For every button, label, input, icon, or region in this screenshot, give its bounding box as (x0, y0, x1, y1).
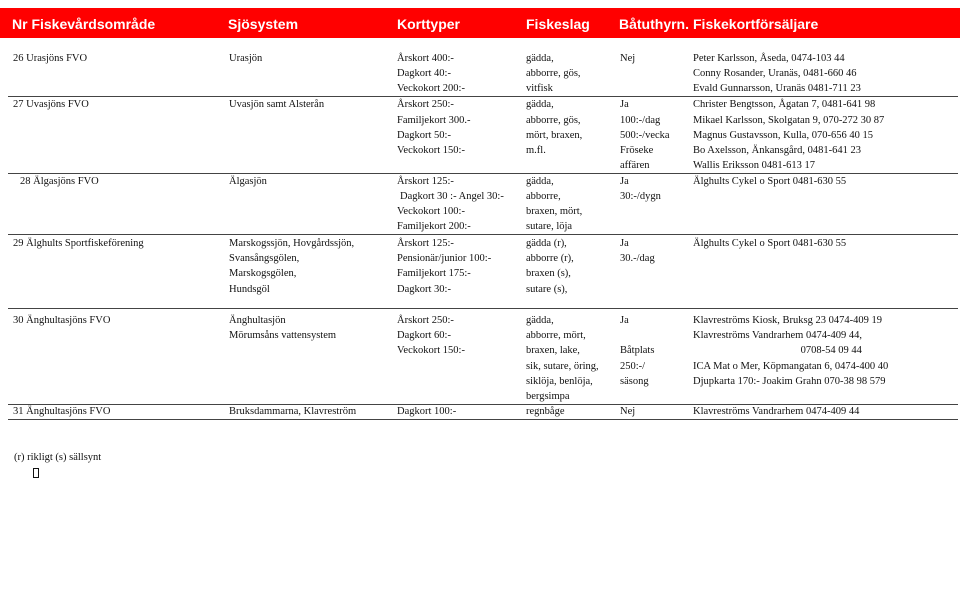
header-korttyper: Korttyper (397, 16, 461, 32)
cell-omrade: 31 Änghultasjöns FVO (13, 406, 111, 417)
cell-fiskeslag: gädda, (526, 99, 554, 110)
cell-sjosystem: Marskogsgölen, (229, 268, 297, 279)
cell-forsaljare: Conny Rosander, Uranäs, 0481-660 46 (693, 68, 857, 79)
cell-forsaljare: Peter Karlsson, Åseda, 0474-103 44 (693, 53, 845, 64)
cell-sjosystem: Uvasjön samt Alsterån (229, 99, 325, 110)
cell-batuthyrning: affären (620, 160, 650, 171)
cell-batuthyrning: 100:-/dag (620, 115, 661, 126)
header-fiskekortforsaljare: Fiskekortförsäljare (693, 16, 819, 32)
cell-korttyp: Dagkort 100:- (397, 406, 457, 417)
cell-korttyp: Årskort 125:- (397, 238, 454, 249)
cell-forsaljare: Klavreströms Vandrarhem 0474-409 44 (693, 406, 860, 417)
cell-batuthyrning: Ja (620, 315, 629, 326)
cell-forsaljare: Wallis Eriksson 0481-613 17 (693, 160, 815, 171)
cell-fiskeslag: gädda, (526, 176, 554, 187)
cell-forsaljare: Bo Axelsson, Änkansgård, 0481-641 23 (693, 145, 861, 156)
cell-batuthyrning: 500:-/vecka (620, 130, 670, 141)
cell-sjosystem: Urasjön (229, 53, 263, 64)
cell-forsaljare: Klavreströms Kiosk, Bruksg 23 0474-409 19 (693, 315, 882, 326)
cell-sjosystem: Älgasjön (229, 176, 267, 187)
cell-korttyp: Familjekort 175:- (397, 268, 471, 279)
cell-omrade: 30 Änghultasjöns FVO (13, 315, 111, 326)
header-batuthyrning: Båtuthyrn. (619, 16, 689, 32)
cell-forsaljare: Klavreströms Vandrarhem 0474-409 44, (693, 330, 862, 341)
cell-forsaljare: Djupkarta 170:- Joakim Grahn 070-38 98 579 (693, 376, 886, 387)
cell-fiskeslag: abborre, mört, (526, 330, 586, 341)
cell-korttyp: Dagkort 30:- (397, 284, 451, 295)
cell-fiskeslag: gädda, (526, 315, 554, 326)
cell-korttyp: Årskort 250:- (397, 99, 454, 110)
cell-korttyp: Dagkort 30 :- Angel 30:- (400, 191, 504, 202)
cell-batuthyrning: 30.-/dag (620, 253, 655, 264)
cell-fiskeslag: regnbåge (526, 406, 565, 417)
row-divider (8, 419, 958, 420)
cell-korttyp: Familjekort 200:- (397, 221, 471, 232)
cell-sjosystem: Änghultasjön (229, 315, 286, 326)
cell-korttyp: Årskort 125:- (397, 176, 454, 187)
cell-forsaljare: Magnus Gustavsson, Kulla, 070-656 40 15 (693, 130, 873, 141)
cell-batuthyrning: Nej (620, 53, 636, 64)
cell-forsaljare: Mikael Karlsson, Skolgatan 9, 070-272 30 87 (693, 115, 885, 126)
cell-fiskeslag: abborre, (526, 191, 561, 202)
cell-korttyp: Årskort 400:- (397, 53, 454, 64)
cell-fiskeslag: abborre, gös, (526, 115, 581, 126)
cell-fiskeslag: m.fl. (526, 145, 546, 156)
footnote-legend: (r) rikligt (s) sällsynt (14, 452, 102, 463)
cell-fiskeslag: sik, sutare, öring, (526, 361, 599, 372)
cell-batuthyrning: 30:-/dygn (620, 191, 661, 202)
cell-batuthyrning: Ja (620, 99, 629, 110)
row-divider (8, 308, 958, 309)
cell-fiskeslag: gädda (r), (526, 238, 567, 249)
cell-omrade: 29 Älghults Sportfiskeförening (13, 238, 144, 249)
cell-korttyp: Veckokort 150:- (397, 345, 465, 356)
cell-fiskeslag: mört, braxen, (526, 130, 583, 141)
cell-omrade: 26 Urasjöns FVO (13, 53, 88, 64)
row-divider (8, 234, 958, 235)
cell-forsaljare: Christer Bengtsson, Ågatan 7, 0481-641 98 (693, 99, 876, 110)
cell-sjosystem: Svansångsgölen, (229, 253, 300, 264)
cell-korttyp: Dagkort 50:- (397, 130, 451, 141)
cell-korttyp: Pensionär/junior 100:- (397, 253, 492, 264)
header-sjosystem: Sjösystem (228, 16, 299, 32)
cell-fiskeslag: sutare (s), (526, 284, 568, 295)
cell-sjosystem: Hundsgöl (229, 284, 270, 295)
cell-forsaljare: 0708-54 09 44 (693, 345, 862, 356)
cell-fiskeslag: vitfisk (526, 83, 553, 94)
placeholder-box-icon (33, 468, 39, 478)
cell-forsaljare: Evald Gunnarsson, Uranäs 0481-711 23 (693, 83, 861, 94)
cell-forsaljare: Älghults Cykel o Sport 0481-630 55 (693, 176, 847, 187)
cell-korttyp: Veckokort 100:- (397, 206, 465, 217)
cell-batuthyrning: Fröseke (620, 145, 654, 156)
cell-fiskeslag: abborre (r), (526, 253, 574, 264)
cell-batuthyrning: Ja (620, 238, 629, 249)
cell-fiskeslag: braxen, lake, (526, 345, 580, 356)
cell-batuthyrning: Nej (620, 406, 636, 417)
cell-batuthyrning: Ja (620, 176, 629, 187)
cell-fiskeslag: braxen (s), (526, 268, 571, 279)
cell-sjosystem: Bruksdammarna, Klavreström (229, 406, 357, 417)
cell-fiskeslag: braxen, mört, (526, 206, 583, 217)
cell-omrade: 28 Älgasjöns FVO (20, 176, 99, 187)
row-divider (8, 173, 958, 174)
cell-forsaljare: Älghults Cykel o Sport 0481-630 55 (693, 238, 847, 249)
header-nr-fiskevardsomrade: Nr Fiskevårdsområde (12, 16, 156, 32)
cell-korttyp: Årskort 250:- (397, 315, 454, 326)
cell-korttyp: Dagkort 40:- (397, 68, 451, 79)
cell-fiskeslag: abborre, gös, (526, 68, 581, 79)
header-fiskeslag: Fiskeslag (526, 16, 590, 32)
cell-korttyp: Veckokort 150:- (397, 145, 465, 156)
cell-batuthyrning: säsong (620, 376, 649, 387)
cell-sjosystem: Mörumsåns vattensystem (229, 330, 337, 341)
cell-sjosystem: Marskogssjön, Hovgårdssjön, (229, 238, 355, 249)
cell-fiskeslag: bergsimpa (526, 391, 570, 402)
cell-korttyp: Familjekort 300.- (397, 115, 471, 126)
cell-fiskeslag: sutare, löja (526, 221, 573, 232)
row-divider (8, 96, 958, 97)
cell-fiskeslag: gädda, (526, 53, 554, 64)
cell-omrade: 27 Uvasjöns FVO (13, 99, 89, 110)
cell-batuthyrning: Båtplats (620, 345, 655, 356)
cell-forsaljare: ICA Mat o Mer, Köpmangatan 6, 0474-400 40 (693, 361, 889, 372)
cell-batuthyrning: 250:-/ (620, 361, 646, 372)
cell-fiskeslag: siklöja, benlöja, (526, 376, 593, 387)
cell-korttyp: Dagkort 60:- (397, 330, 451, 341)
cell-korttyp: Veckokort 200:- (397, 83, 465, 94)
